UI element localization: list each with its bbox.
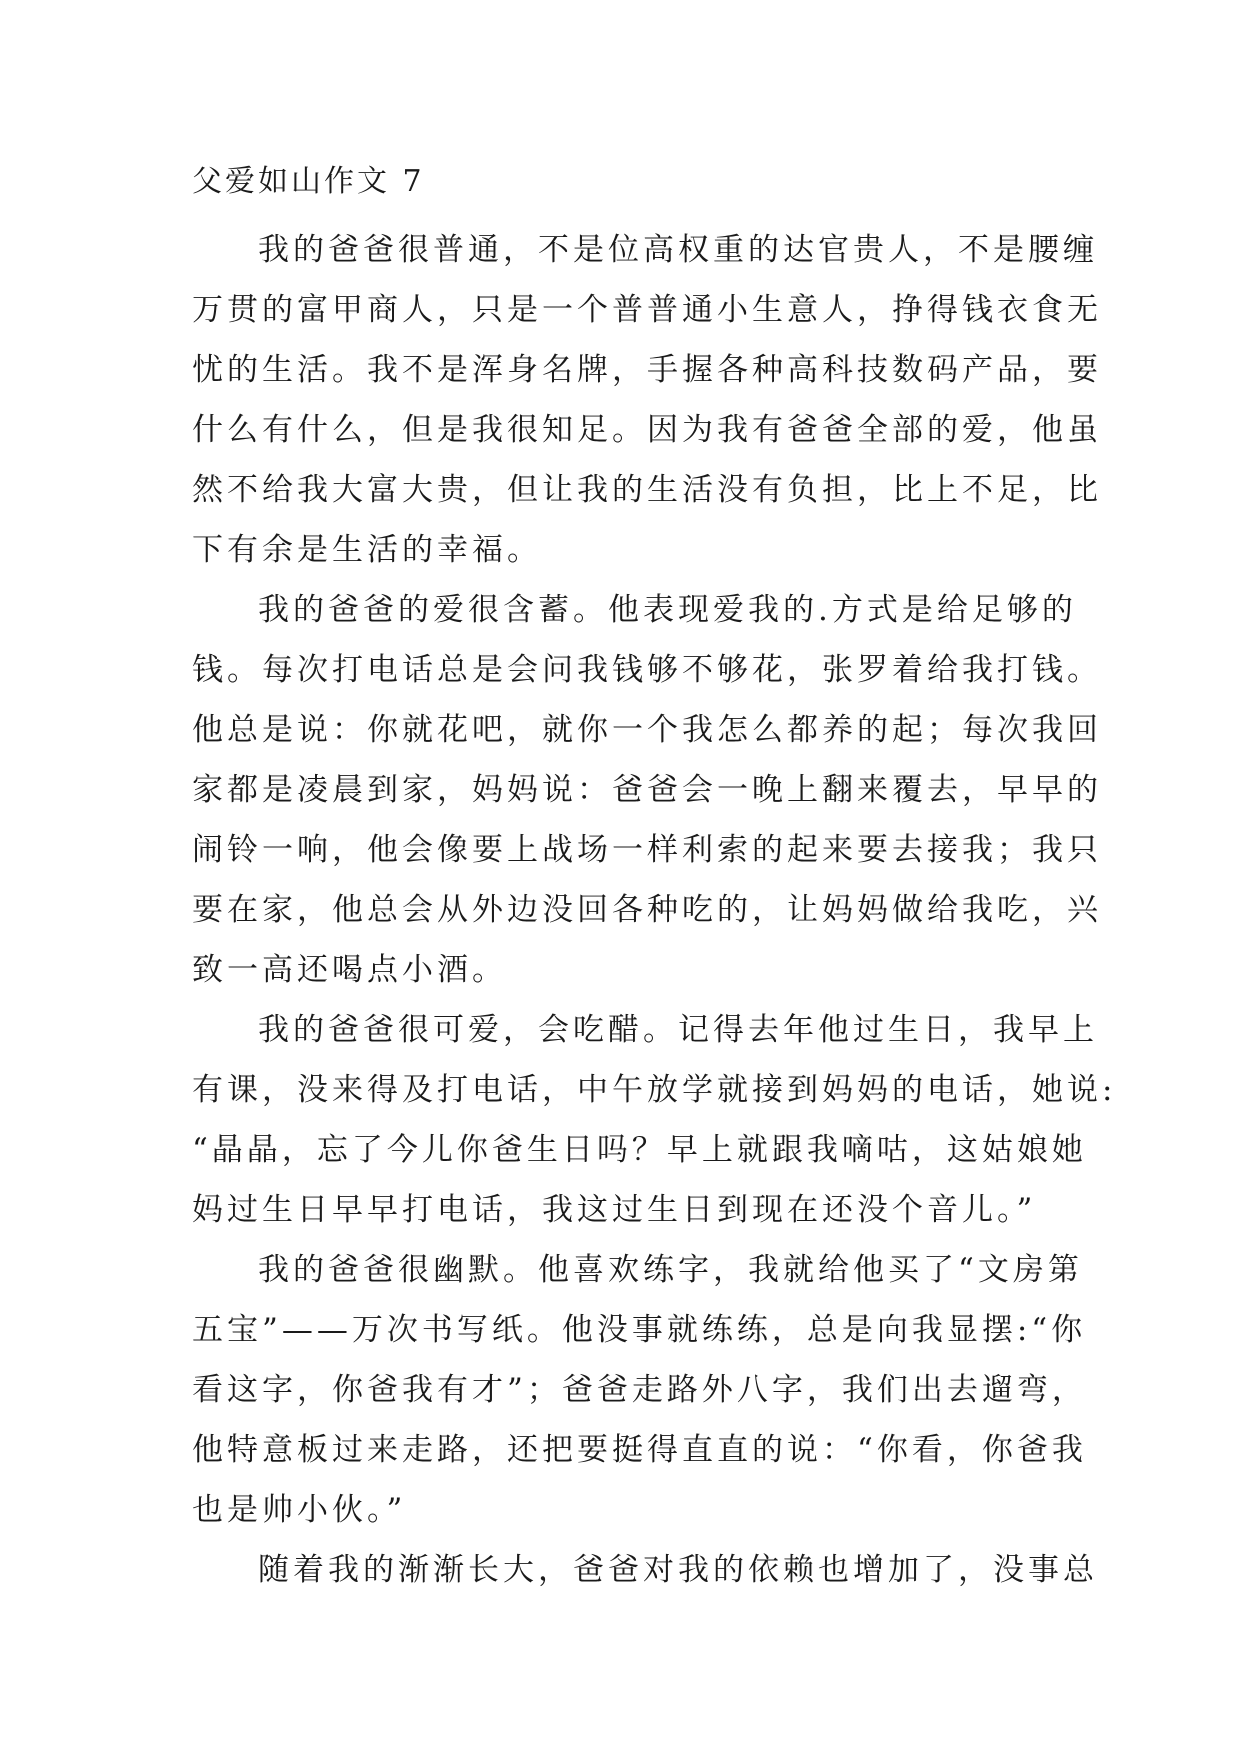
text-line: 他特意板过来走路，还把要挺得直直的说：“你看，你爸我 — [192, 1432, 1087, 1468]
text-line: 我的爸爸很普通，不是位高权重的达官贵人，不是腰缠 — [258, 232, 1098, 268]
text-line: 然不给我大富大贵，但让我的生活没有负担，比上不足，比 — [192, 472, 1102, 508]
essay-body — [192, 220, 1117, 1600]
paragraph-4 — [192, 1240, 1087, 1540]
text-line: 闹铃一响，他会像要上战场一样利索的起来要去接我；我只 — [192, 832, 1102, 868]
paragraph-2 — [192, 580, 1102, 1000]
paragraph-1 — [192, 220, 1102, 580]
text-line: 他总是说：你就花吧，就你一个我怎么都养的起；每次我回 — [192, 712, 1102, 748]
paragraph-5 — [192, 1540, 1098, 1600]
text-line: 看这字，你爸我有才”；爸爸走路外八字，我们出去遛弯， — [192, 1372, 1087, 1408]
text-line: 家都是凌晨到家，妈妈说：爸爸会一晚上翻来覆去，早早的 — [192, 772, 1102, 808]
paragraph-3 — [192, 1000, 1117, 1240]
text-line: 什么有什么，但是我很知足。因为我有爸爸全部的爱，他虽 — [192, 412, 1102, 448]
text-line: 钱。每次打电话总是会问我钱够不够花，张罗着给我打钱。 — [192, 652, 1102, 688]
text-line: 下有余是生活的幸福。 — [192, 532, 542, 568]
text-line: 五宝”——万次书写纸。他没事就练练，总是向我显摆:“你 — [192, 1312, 1087, 1348]
essay-title: 父爱如山作文 7 — [192, 164, 425, 199]
text-line: 有课，没来得及打电话，中午放学就接到妈妈的电话，她说: — [192, 1072, 1117, 1108]
text-line: 妈过生日早早打电话，我这过生日到现在还没个音儿。” — [192, 1192, 1037, 1228]
text-line: 致一高还喝点小酒。 — [192, 952, 507, 988]
text-line: 也是帅小伙。” — [192, 1492, 407, 1528]
text-line: 忧的生活。我不是浑身名牌，手握各种高科技数码产品，要 — [192, 352, 1102, 388]
text-line: 我的爸爸的爱很含蓄。他表现爱我的.方式是给足够的 — [258, 592, 1077, 628]
text-line: 随着我的渐渐长大，爸爸对我的依赖也增加了，没事总 — [258, 1552, 1098, 1588]
text-line: 万贯的富甲商人，只是一个普普通小生意人，挣得钱衣食无 — [192, 292, 1102, 328]
text-line: 我的爸爸很幽默。他喜欢练字，我就给他买了“文房第 — [258, 1252, 1083, 1288]
text-line: 要在家，他总会从外边没回各种吃的，让妈妈做给我吃，兴 — [192, 892, 1102, 928]
text-line: “晶晶，忘了今儿你爸生日吗？早上就跟我嘀咕，这姑娘她 — [192, 1132, 1087, 1168]
text-line: 我的爸爸很可爱，会吃醋。记得去年他过生日，我早上 — [258, 1012, 1098, 1048]
